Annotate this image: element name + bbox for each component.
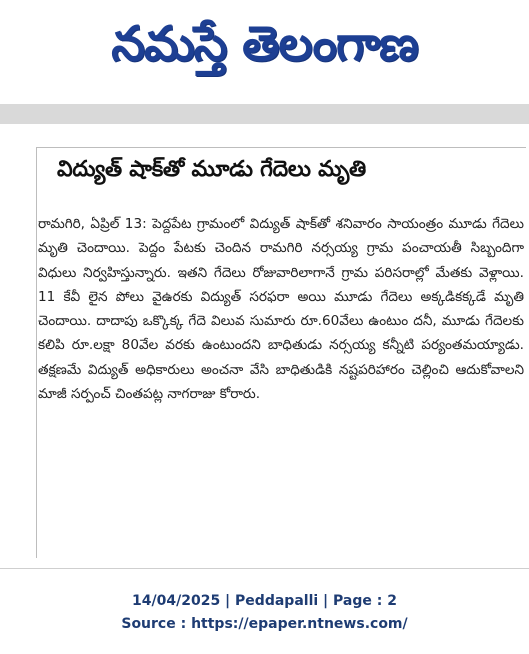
article-headline: విద్యుత్ షాక్‌తో మూడు గేదెలు మృతి bbox=[57, 157, 366, 182]
footer bbox=[0, 590, 529, 636]
newspaper-logo: నమస్తే తెలంగాణ bbox=[111, 16, 418, 72]
header-band bbox=[0, 104, 529, 124]
source-link[interactable]: Source : https://epaper.ntnews.com/ bbox=[121, 616, 408, 632]
edition-info: 14/04/2025 | Peddapalli | Page : 2 bbox=[132, 593, 397, 609]
footer-divider bbox=[0, 568, 529, 569]
masthead bbox=[0, 0, 529, 100]
article-body: రామగిరి, ఏప్రిల్ 13: పెద్దపేట గ్రామంలో విద్యుత్ షాక్‌తో శనివారం సాయంత్రం మూడు గేదెలు మృతి చెందాయి. పెద్దం పేటకు చెందిన రామగిరి నర్సయ్య గ్రామ పంచాయతీ సిబ్బందిగా విధులు నిర్వహిస్తున్నారు. ఇతని గేదెలు రోజువారిలాగానే గ్రామ పరిసరాల్లో మేతకు వెళ్లాయి. 11 కేవీ లైన పోలు వైఉరకు విద్యుత్ సరఫరా అయి మూడు గేదెలు అక్కడికక్కడే మృతి చెందాయి. దాదాపు ఒక్కొక్క గేదె విలువ సుమారు రూ.60వేలు ఉంటుం దనీ, మూడు గేదెలకు కలిపి రూ.లక్షా 80వేల వరకు ఉంటుందని బాధితుడు నర్సయ్య కన్నీటి పర్యంతమయ్యాడు. తక్షణమే విద్యుత్ అధికారులు అంచనా వేసి బాధితుడికి నష్టపరిహారం చెల్లించి ఆదుకోవాలని మాజీ సర్పంచ్ చింతపట్ల నాగరాజు కోరారు. bbox=[38, 216, 524, 403]
